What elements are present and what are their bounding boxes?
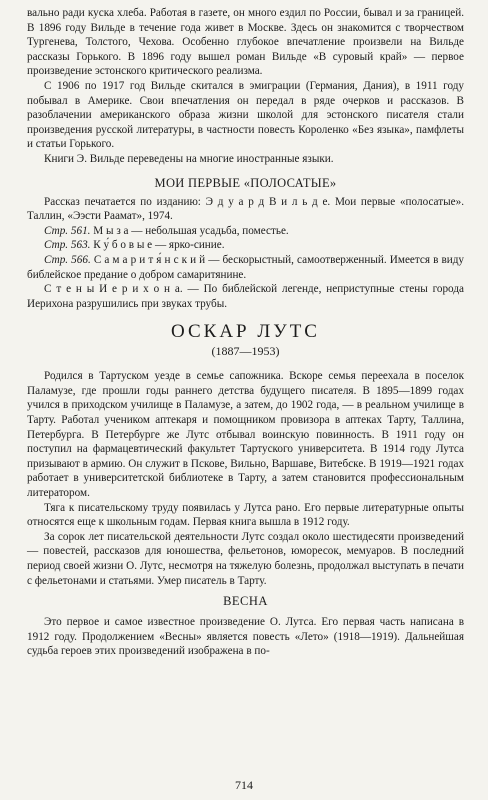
- note-item: [27, 238, 464, 253]
- author-name: ОСКАР ЛУТС: [171, 321, 320, 343]
- note-item: [27, 253, 464, 282]
- note-item: С т е н ы И е р и х о н а. — По библейской легенде, неприступные стены города Иерихона разрушились при звуках трубы.: [27, 283, 464, 310]
- source-note: Рассказ печатается по изданию: Э д у а р д В и л ь д е. Мои первые «полосатые». Таллин, «Ээсти Раамат», 1974.: [27, 195, 464, 223]
- note-text: К у́ б о в ы е — ярко-синие.: [93, 239, 225, 252]
- note-text: М ы з а — небольшая усадьба, поместье.: [93, 224, 289, 237]
- paragraph: За сорок лет писательской деятельности Лутс создал около шестидесяти произведений — повестей, рассказов для юношества, фельетонов, юморесок, мемуаров. В последний период своей жизни О. Лутс, несмотря на тяжелую болезнь, продолжал выступать в печати с фельетонами и статьями. Умер писатель в Тарту.: [27, 530, 464, 587]
- paragraph: Тяга к писательскому труду появилась у Лутса рано. Его первые литературные опыты относятся еще к школьным годам. Первая книга вышла в 1912 году.: [27, 501, 464, 529]
- note-ref: Стр. 563.: [44, 239, 91, 252]
- page-number: 714: [235, 778, 253, 792]
- paragraph: Родился в Тартуском уезде в семье сапожника. Вскоре семья переехала в поселок Паламузе, где прошли годы раннего детства будущего писателя. В 1895—1899 годах учился в приходском училище в Паламузе, а затем, до 1902 года, — в реальном училище в Тарту. Работал учеником аптекаря и помощником провизора в аптеках Тарту, Таллина, Петербурга. В Петербурге же Лутс отбывал воинскую повинность. В 1911 году он поступил на фармацевтический факультет Тартуского университета. В 1914 году Лутса призывают в армию. Он служит в Пскове, Вильно, Варшаве, Витебске. В 1919—1921 годах работает в университетской библиотеке в Тарту, а затем становится профессиональным литератором.: [27, 370, 464, 500]
- paragraph: вально ради куска хлеба. Работая в газете, он много ездил по России, бывал и за границей. В 1896 году Вильде в течение года живет в Москве. Здесь он знакомится с творчеством Тургенева, Толстого, Чехова. Особенно глубокое впечатление произвели на Вильде рассказы Горького. В 1896 году вышел роман Вильде «В суровый край» — первое произведение эстонского критического реализма.: [27, 7, 464, 78]
- note-text: С а м а р и т я́ н с к и й — бескорыстный, самоотверженный. Имеется в виду библейское предание о добром самаритянине.: [27, 253, 464, 281]
- paragraph: Книги Э. Вильде переведены на многие иностранные языки.: [44, 152, 334, 165]
- section-title: МОИ ПЕРВЫЕ «ПОЛОСАТЫЕ»: [154, 175, 337, 190]
- paragraph: С 1906 по 1917 год Вильде скитался в эмиграции (Германия, Дания), в 1911 году побывал в Америке. Свои впечатления он передал в ряде очерков и рассказов. В разоблачении американского образа жизни школой для эстонского писателя стали произведения русской литературы, в частности повесть Короленко «Без языка», памфлеты и статьи Горького.: [27, 79, 464, 151]
- paragraph: Это первое и самое известное произведение О. Лутса. Его первая часть написана в 1912 году. Продолжением «Весны» является повесть «Лето» (1918—1919). Дальнейшая судьба героев этих произведений изображена в по-: [27, 616, 464, 658]
- author-years: (1887—1953): [211, 344, 280, 359]
- section-title: ВЕСНА: [223, 594, 268, 609]
- note-ref: Стр. 566.: [44, 253, 91, 266]
- note-item: [27, 224, 464, 239]
- note-ref: Стр. 561.: [44, 224, 91, 237]
